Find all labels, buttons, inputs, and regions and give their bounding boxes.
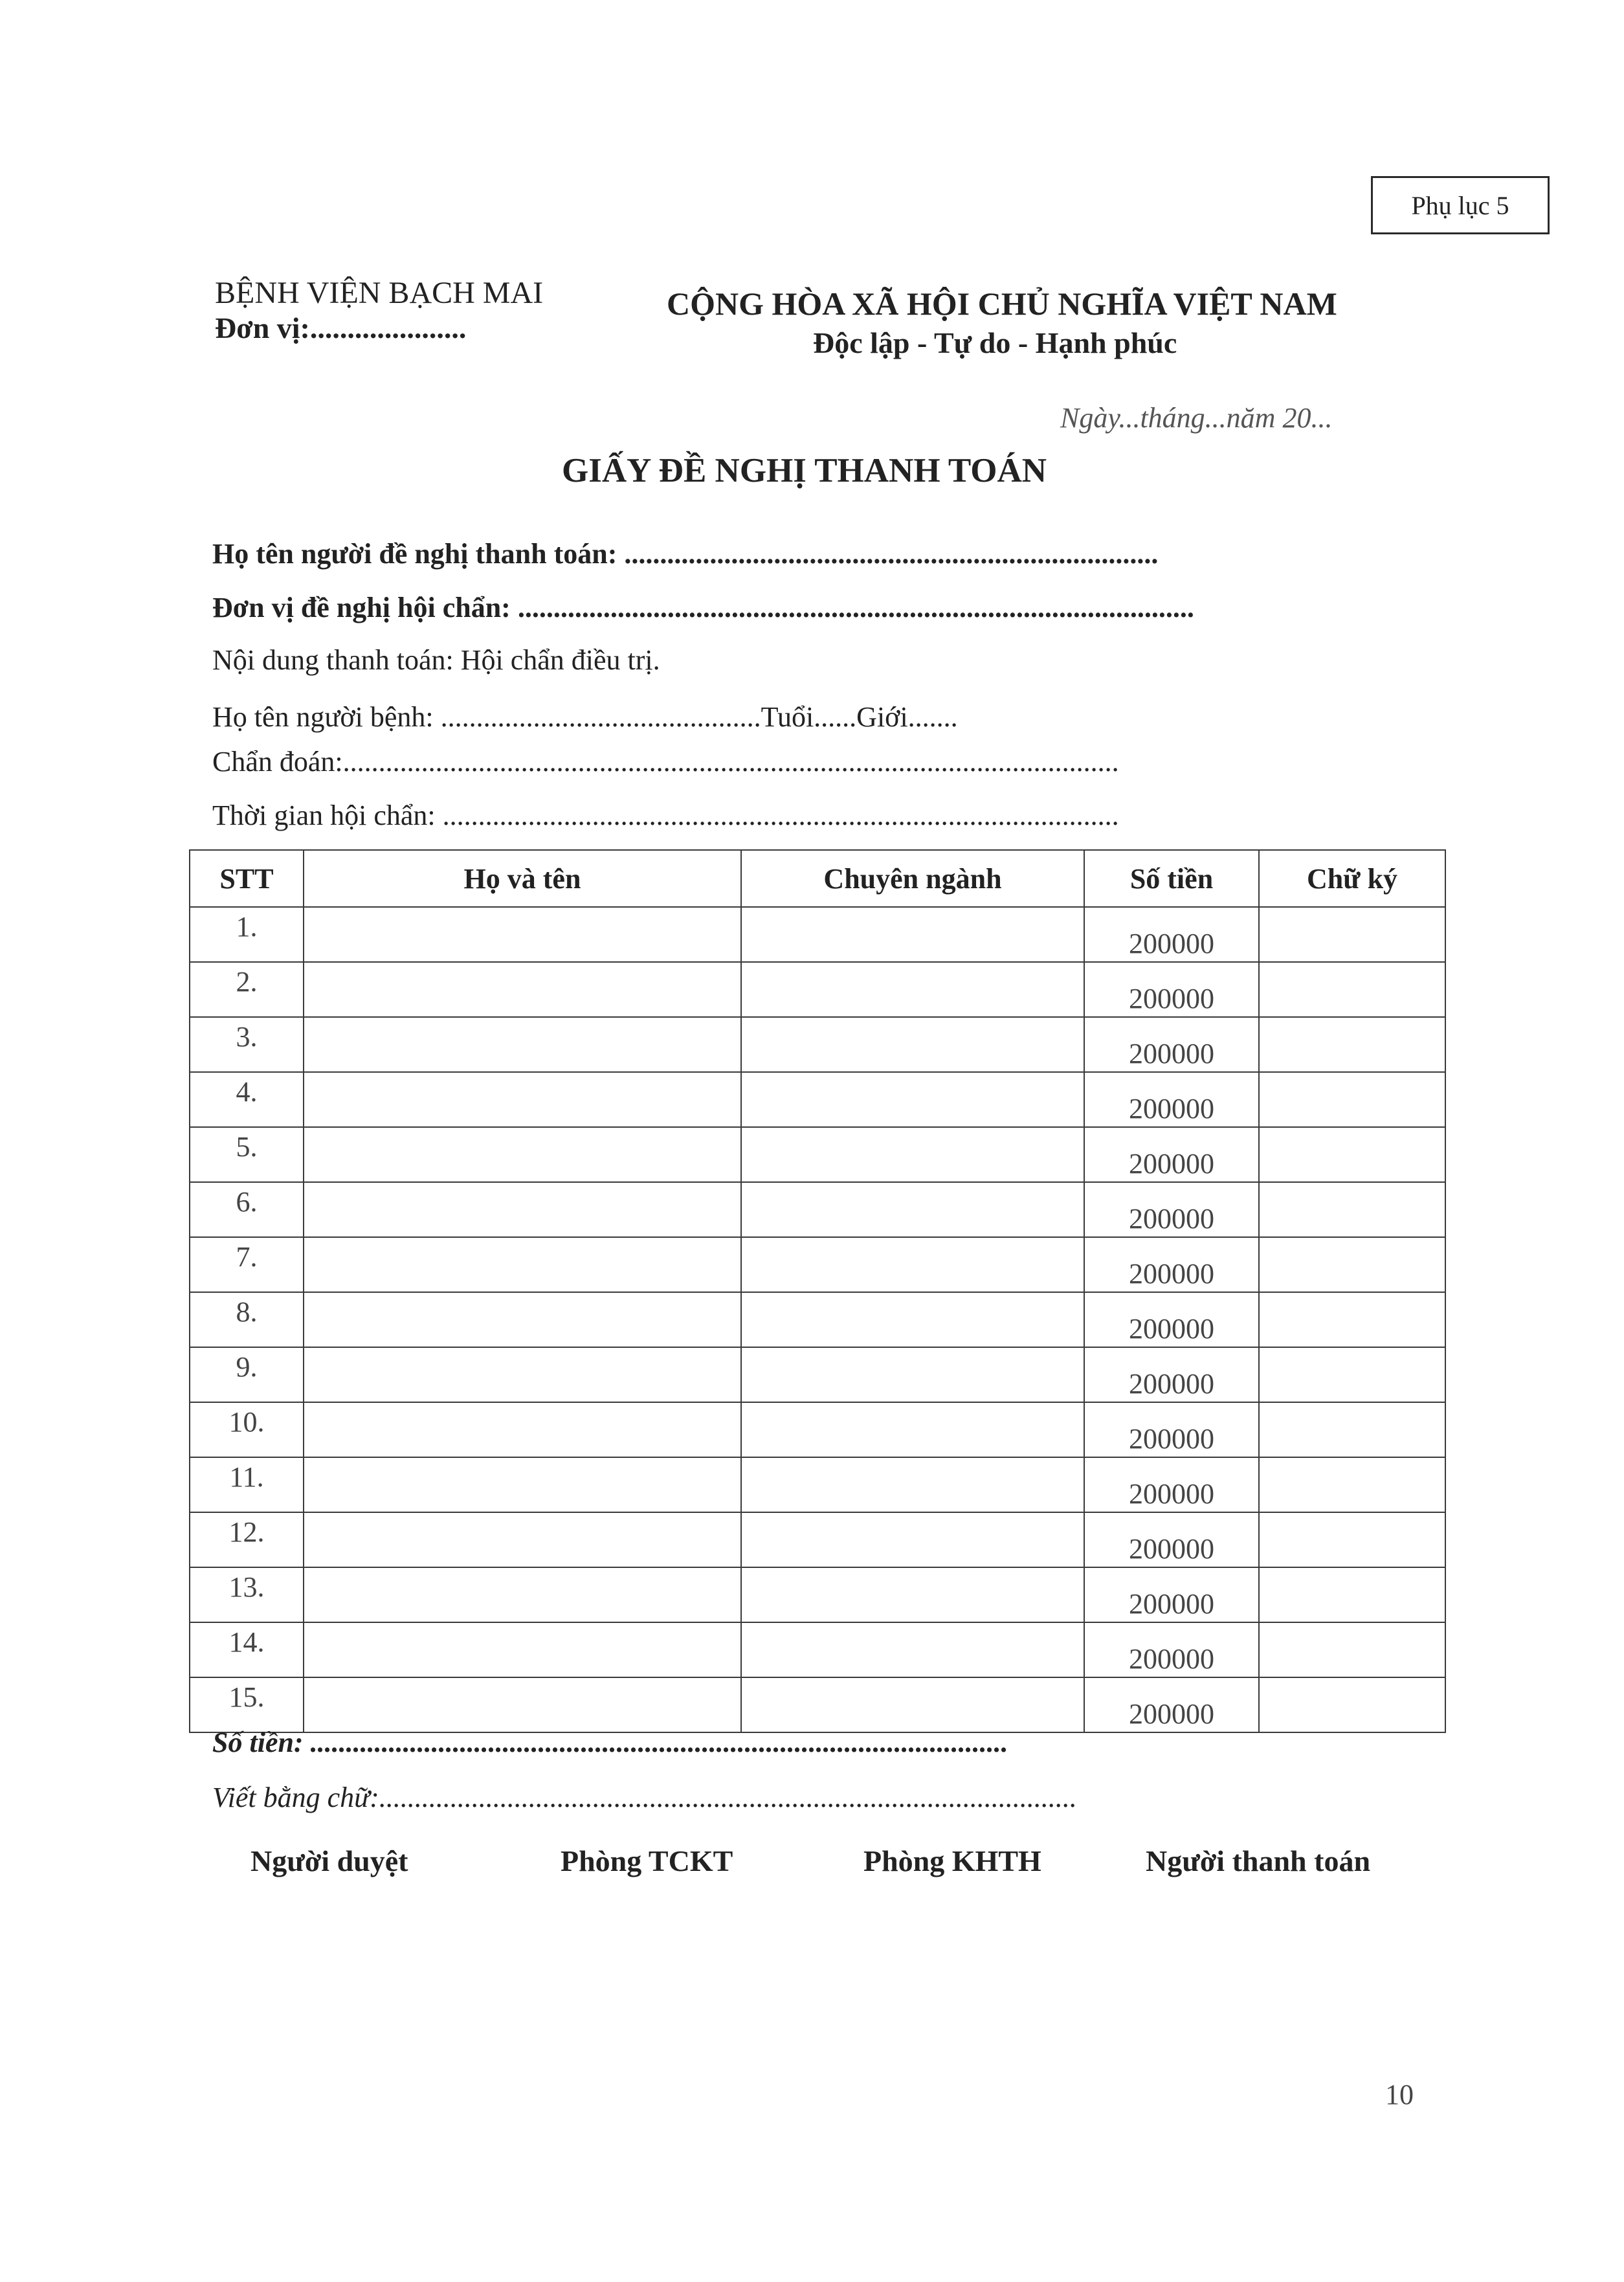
row-stt: 12. (190, 1512, 304, 1567)
table-row (190, 1512, 1445, 1567)
table-header-row (190, 850, 1445, 907)
row-stt: 4. (190, 1072, 304, 1127)
row-name-cell[interactable] (304, 907, 741, 962)
col-header-name: Họ và tên (304, 850, 741, 907)
row-specialty-cell[interactable] (741, 1622, 1084, 1677)
national-title: CỘNG HÒA XÃ HỘI CHỦ NGHĨA VIỆT NAM (667, 285, 1337, 322)
row-specialty-cell[interactable] (741, 1182, 1084, 1237)
row-stt: 11. (190, 1457, 304, 1512)
table-row (190, 1127, 1445, 1182)
table-row (190, 962, 1445, 1017)
row-amount: 200000 (1084, 1127, 1259, 1182)
col-header-specialty: Chuyên ngành (741, 850, 1084, 907)
col-header-amount: Số tiền (1084, 850, 1259, 907)
row-name-cell[interactable] (304, 1567, 741, 1622)
row-specialty-cell[interactable] (741, 1567, 1084, 1622)
row-signature-cell[interactable] (1259, 1457, 1445, 1512)
table-row (190, 1567, 1445, 1622)
row-signature-cell[interactable] (1259, 1072, 1445, 1127)
row-signature-cell[interactable] (1259, 1182, 1445, 1237)
row-stt: 15. (190, 1677, 304, 1732)
col-header-signature: Chữ ký (1259, 850, 1445, 907)
table-row (190, 1622, 1445, 1677)
row-amount: 200000 (1084, 1512, 1259, 1567)
field-consult-time: Thời gian hội chẩn: ............................................................................................... (212, 800, 1119, 831)
row-amount: 200000 (1084, 1292, 1259, 1347)
payment-table (189, 849, 1446, 1733)
row-amount: 200000 (1084, 1457, 1259, 1512)
row-specialty-cell[interactable] (741, 907, 1084, 962)
field-unit: Đơn vị đề nghị hội chẩn: ............................................................................................... (212, 592, 1194, 623)
row-name-cell[interactable] (304, 1127, 741, 1182)
row-amount: 200000 (1084, 1567, 1259, 1622)
row-name-cell[interactable] (304, 1237, 741, 1292)
amount-in-words-line: Viết bằng chữ:.................................................................................................. (212, 1782, 1077, 1813)
table-row (190, 1292, 1445, 1347)
row-signature-cell[interactable] (1259, 1622, 1445, 1677)
row-amount: 200000 (1084, 1072, 1259, 1127)
field-patient: Họ tên người bệnh: .............................................Tuổi......Giới....... (212, 701, 958, 733)
document-title: GIẤY ĐỀ NGHỊ THANH TOÁN (562, 452, 1047, 489)
row-signature-cell[interactable] (1259, 1237, 1445, 1292)
row-specialty-cell[interactable] (741, 1347, 1084, 1402)
row-name-cell[interactable] (304, 962, 741, 1017)
row-signature-cell[interactable] (1259, 1512, 1445, 1567)
table-row (190, 1402, 1445, 1457)
table-row (190, 1457, 1445, 1512)
row-signature-cell[interactable] (1259, 1567, 1445, 1622)
row-stt: 1. (190, 907, 304, 962)
national-motto: Độc lập - Tự do - Hạnh phúc (813, 326, 1177, 359)
row-stt: 3. (190, 1017, 304, 1072)
row-stt: 7. (190, 1237, 304, 1292)
signature-finance-dept: Phòng TCKT (561, 1844, 733, 1877)
row-stt: 9. (190, 1347, 304, 1402)
table-row (190, 907, 1445, 962)
unit-line: Đơn vị:..................... (215, 311, 467, 344)
row-amount: 200000 (1084, 962, 1259, 1017)
row-amount: 200000 (1084, 1677, 1259, 1732)
row-amount: 200000 (1084, 1017, 1259, 1072)
row-specialty-cell[interactable] (741, 1457, 1084, 1512)
row-specialty-cell[interactable] (741, 1292, 1084, 1347)
row-specialty-cell[interactable] (741, 1017, 1084, 1072)
row-amount: 200000 (1084, 907, 1259, 962)
row-signature-cell[interactable] (1259, 907, 1445, 962)
row-stt: 14. (190, 1622, 304, 1677)
row-amount: 200000 (1084, 1182, 1259, 1237)
total-amount-line: Số tiền: .................................................................................................. (212, 1727, 1008, 1758)
row-specialty-cell[interactable] (741, 1237, 1084, 1292)
row-stt: 8. (190, 1292, 304, 1347)
appendix-label: Phụ lục 5 (1371, 176, 1550, 234)
page-number: 10 (1385, 2079, 1414, 2110)
row-amount: 200000 (1084, 1402, 1259, 1457)
row-stt: 10. (190, 1402, 304, 1457)
row-amount: 200000 (1084, 1622, 1259, 1677)
row-signature-cell[interactable] (1259, 1292, 1445, 1347)
date-line: Ngày...tháng...năm 20... (1060, 402, 1333, 434)
table-row (190, 1017, 1445, 1072)
signature-approver: Người duyệt (250, 1844, 408, 1877)
row-name-cell[interactable] (304, 1347, 741, 1402)
table-row (190, 1677, 1445, 1732)
row-signature-cell[interactable] (1259, 1347, 1445, 1402)
table-row (190, 1072, 1445, 1127)
row-amount: 200000 (1084, 1237, 1259, 1292)
row-name-cell[interactable] (304, 1017, 741, 1072)
row-name-cell[interactable] (304, 1677, 741, 1732)
row-specialty-cell[interactable] (741, 1402, 1084, 1457)
row-signature-cell[interactable] (1259, 1677, 1445, 1732)
field-content: Nội dung thanh toán: Hội chẩn điều trị. (212, 644, 660, 676)
table-row (190, 1347, 1445, 1402)
row-amount: 200000 (1084, 1347, 1259, 1402)
field-diagnosis: Chẩn đoán:............................................................................................................. (212, 746, 1119, 777)
row-name-cell[interactable] (304, 1182, 741, 1237)
signature-planning-dept: Phòng KHTH (863, 1844, 1041, 1877)
row-name-cell[interactable] (304, 1457, 741, 1512)
row-signature-cell[interactable] (1259, 962, 1445, 1017)
row-specialty-cell[interactable] (741, 1512, 1084, 1567)
table-row (190, 1237, 1445, 1292)
row-signature-cell[interactable] (1259, 1017, 1445, 1072)
signature-payer: Người thanh toán (1146, 1844, 1371, 1877)
row-signature-cell[interactable] (1259, 1402, 1445, 1457)
row-stt: 2. (190, 962, 304, 1017)
row-signature-cell[interactable] (1259, 1127, 1445, 1182)
row-stt: 6. (190, 1182, 304, 1237)
row-name-cell[interactable] (304, 1072, 741, 1127)
row-stt: 13. (190, 1567, 304, 1622)
row-specialty-cell[interactable] (741, 1677, 1084, 1732)
table-row (190, 1182, 1445, 1237)
row-name-cell[interactable] (304, 1402, 741, 1457)
row-specialty-cell[interactable] (741, 1072, 1084, 1127)
row-name-cell[interactable] (304, 1512, 741, 1567)
row-specialty-cell[interactable] (741, 962, 1084, 1017)
row-name-cell[interactable] (304, 1292, 741, 1347)
row-name-cell[interactable] (304, 1622, 741, 1677)
row-specialty-cell[interactable] (741, 1127, 1084, 1182)
field-requester: Họ tên người đề nghị thanh toán: ........................................................................... (212, 538, 1159, 570)
hospital-name: BỆNH VIỆN BẠCH MAI (215, 276, 544, 310)
row-stt: 5. (190, 1127, 304, 1182)
col-header-stt: STT (190, 850, 304, 907)
